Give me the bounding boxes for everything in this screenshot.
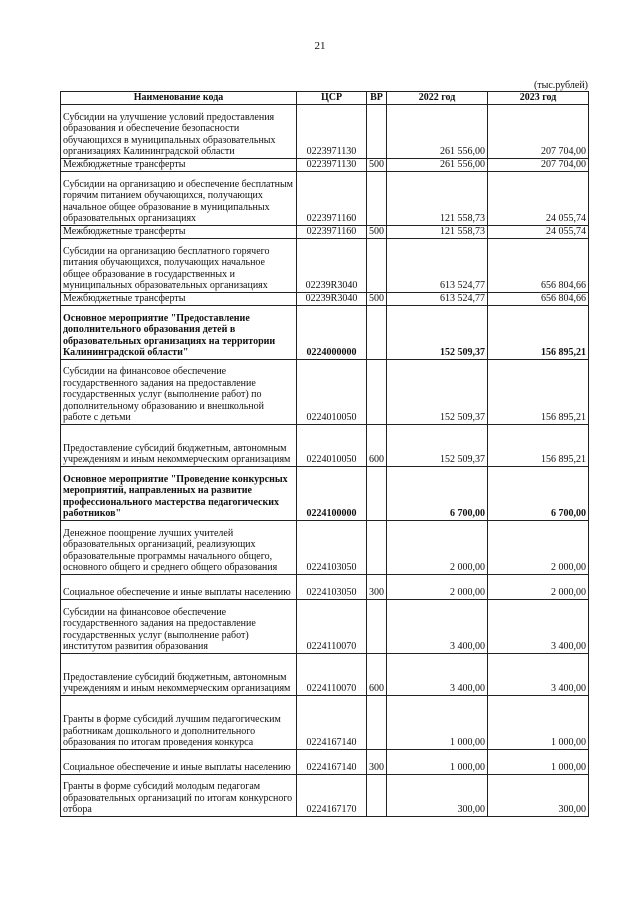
cell-2022: 3 400,00 — [387, 654, 488, 696]
cell-vr — [367, 306, 387, 360]
cell-name: Субсидии на финансовое обеспечение государственного задания на предоставление государственных услуг (выполнение работ) по дополнительному образованию и внешкольной работе с детьми — [61, 360, 297, 425]
page-number: 21 — [314, 40, 326, 52]
cell-csr: 0224167140 — [297, 696, 367, 750]
cell-2023: 207 704,00 — [488, 105, 589, 159]
budget-table — [60, 91, 589, 817]
cell-vr — [367, 696, 387, 750]
cell-name: Денежное поощрение лучших учителей образовательных организаций, реализующих образовательные программы начального общего, основного общего и среднего общего образования — [61, 521, 297, 575]
cell-vr: 300 — [367, 750, 387, 775]
table-body — [61, 105, 589, 817]
table-header-row — [61, 92, 589, 105]
cell-name: Межбюджетные трансферты — [61, 226, 297, 239]
cell-2023: 1 000,00 — [488, 696, 589, 750]
cell-2023: 156 895,21 — [488, 360, 589, 425]
cell-2022: 261 556,00 — [387, 159, 488, 172]
units-label: (тыс.рублей) — [533, 80, 588, 91]
cell-csr: 0223971160 — [297, 172, 367, 226]
cell-csr: 0224010050 — [297, 360, 367, 425]
cell-vr: 600 — [367, 425, 387, 467]
cell-csr: 02239R3040 — [297, 239, 367, 293]
cell-2022: 300,00 — [387, 775, 488, 817]
table-row — [61, 750, 589, 775]
table-row — [61, 293, 589, 306]
cell-2022: 6 700,00 — [387, 467, 488, 521]
cell-2022: 261 556,00 — [387, 105, 488, 159]
cell-csr: 0224000000 — [297, 306, 367, 360]
cell-2022: 613 524,77 — [387, 293, 488, 306]
header-csr: ЦСР — [297, 92, 367, 105]
table-row — [61, 159, 589, 172]
cell-name: Субсидии на организацию и обеспечение бесплатным горячим питанием обучающихся, получающих начальное общее образование в муниципальных образовательных организациях — [61, 172, 297, 226]
cell-csr: 0224110070 — [297, 654, 367, 696]
cell-2023: 24 055,74 — [488, 172, 589, 226]
cell-2023: 156 895,21 — [488, 425, 589, 467]
cell-vr — [367, 600, 387, 654]
cell-vr — [367, 239, 387, 293]
cell-csr: 0224103050 — [297, 521, 367, 575]
table-row — [61, 306, 589, 360]
cell-csr: 0224167170 — [297, 775, 367, 817]
table-row — [61, 425, 589, 467]
cell-2022: 152 509,37 — [387, 306, 488, 360]
cell-2022: 121 558,73 — [387, 172, 488, 226]
table-row — [61, 696, 589, 750]
cell-name: Межбюджетные трансферты — [61, 293, 297, 306]
cell-vr — [367, 521, 387, 575]
cell-2022: 1 000,00 — [387, 750, 488, 775]
cell-vr: 600 — [367, 654, 387, 696]
cell-2022: 2 000,00 — [387, 575, 488, 600]
cell-vr: 300 — [367, 575, 387, 600]
cell-vr — [367, 360, 387, 425]
cell-2023: 3 400,00 — [488, 654, 589, 696]
cell-2022: 152 509,37 — [387, 425, 488, 467]
cell-2022: 613 524,77 — [387, 239, 488, 293]
cell-vr — [367, 775, 387, 817]
cell-vr: 500 — [367, 226, 387, 239]
table-row — [61, 105, 589, 159]
cell-vr: 500 — [367, 293, 387, 306]
cell-name: Основное мероприятие "Проведение конкурсных мероприятий, направленных на развитие профессионального мастерства педагогических работников" — [61, 467, 297, 521]
cell-name: Субсидии на улучшение условий предоставления образования и обеспечение безопасности обучающихся в муниципальных образовательных организациях Калининградской области — [61, 105, 297, 159]
cell-vr — [367, 467, 387, 521]
cell-2023: 2 000,00 — [488, 575, 589, 600]
header-2022: 2022 год — [387, 92, 488, 105]
header-name: Наименование кода — [61, 92, 297, 105]
cell-2023: 24 055,74 — [488, 226, 589, 239]
cell-2022: 2 000,00 — [387, 521, 488, 575]
cell-2023: 656 804,66 — [488, 293, 589, 306]
cell-2023: 300,00 — [488, 775, 589, 817]
table-row — [61, 575, 589, 600]
cell-name: Предоставление субсидий бюджетным, автономным учреждениям и иным некоммерческим организациям — [61, 425, 297, 467]
cell-csr: 02239R3040 — [297, 293, 367, 306]
cell-name: Основное мероприятие "Предоставление дополнительного образования детей в образовательных организациях на территории Калининградской области" — [61, 306, 297, 360]
table-row — [61, 467, 589, 521]
header-2023: 2023 год — [488, 92, 589, 105]
cell-csr: 0224103050 — [297, 575, 367, 600]
cell-csr: 0224110070 — [297, 600, 367, 654]
cell-name: Межбюджетные трансферты — [61, 159, 297, 172]
cell-name: Субсидии на организацию бесплатного горячего питания обучающихся, получающих начальное общее образование в государственных и муниципальных образовательных организациях — [61, 239, 297, 293]
table-row — [61, 360, 589, 425]
cell-2023: 656 804,66 — [488, 239, 589, 293]
cell-2023: 3 400,00 — [488, 600, 589, 654]
cell-2023: 1 000,00 — [488, 750, 589, 775]
cell-vr: 500 — [367, 159, 387, 172]
cell-csr: 0223971130 — [297, 159, 367, 172]
cell-csr: 0224167140 — [297, 750, 367, 775]
cell-vr — [367, 172, 387, 226]
cell-csr: 0223971130 — [297, 105, 367, 159]
cell-name: Предоставление субсидий бюджетным, автономным учреждениям и иным некоммерческим организациям — [61, 654, 297, 696]
cell-2022: 152 509,37 — [387, 360, 488, 425]
cell-2022: 121 558,73 — [387, 226, 488, 239]
cell-2023: 156 895,21 — [488, 306, 589, 360]
table-row — [61, 239, 589, 293]
cell-name: Гранты в форме субсидий лучшим педагогическим работникам дошкольного и дополнительного образования по итогам проведения конкурса — [61, 696, 297, 750]
cell-csr: 0224010050 — [297, 425, 367, 467]
table-row — [61, 775, 589, 817]
table-row — [61, 600, 589, 654]
cell-2023: 6 700,00 — [488, 467, 589, 521]
cell-2023: 207 704,00 — [488, 159, 589, 172]
cell-vr — [367, 105, 387, 159]
cell-2022: 1 000,00 — [387, 696, 488, 750]
cell-name: Субсидии на финансовое обеспечение государственного задания на предоставление государственных услуг (выполнение работ) институтом развития образования — [61, 600, 297, 654]
cell-2023: 2 000,00 — [488, 521, 589, 575]
table-row — [61, 226, 589, 239]
cell-csr: 0224100000 — [297, 467, 367, 521]
table-row — [61, 521, 589, 575]
cell-name: Социальное обеспечение и иные выплаты населению — [61, 750, 297, 775]
table-row — [61, 172, 589, 226]
cell-name: Социальное обеспечение и иные выплаты населению — [61, 575, 297, 600]
header-vr: ВР — [367, 92, 387, 105]
cell-name: Гранты в форме субсидий молодым педагогам образовательных организаций по итогам конкурсного отбора — [61, 775, 297, 817]
cell-2022: 3 400,00 — [387, 600, 488, 654]
table-row — [61, 654, 589, 696]
cell-csr: 0223971160 — [297, 226, 367, 239]
